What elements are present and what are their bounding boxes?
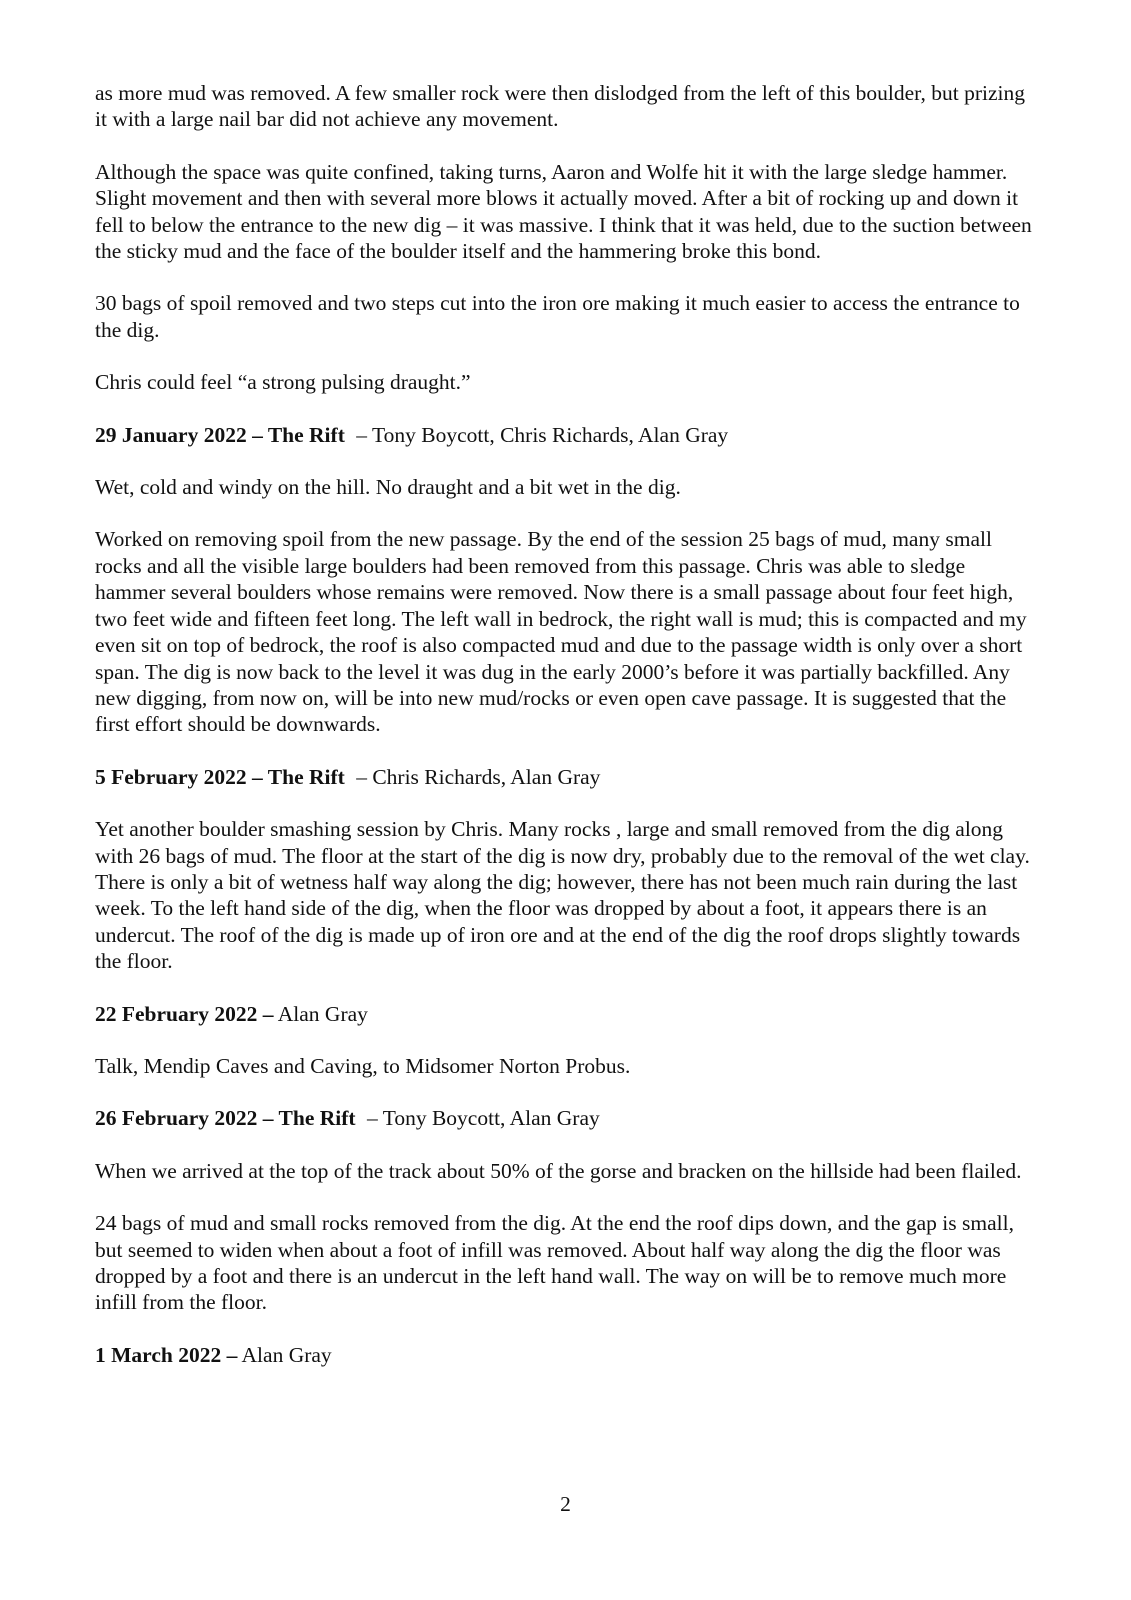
entry-participants: Tony Boycott, Chris Richards, Alan Gray (371, 422, 729, 447)
body-paragraph: Although the space was quite confined, taking turns, Aaron and Wolfe hit it with the large sledge hammer. Slight movement and then with several more blows it actually moved. After a bit of rocking up and down it fell to below the entrance to the new dig – it was massive. I think that it was held, due to the suction between the sticky mud and the face of the boulder itself and the hammering broke this bond. (95, 159, 1032, 264)
entry-date-title: 5 February 2022 – The Rift (95, 764, 345, 789)
entry-participants: Chris Richards, Alan Gray (372, 764, 601, 789)
document-body (95, 80, 1035, 1394)
entry-separator: – (356, 422, 367, 447)
page-number: 2 (560, 1492, 571, 1516)
body-paragraph: 24 bags of mud and small rocks removed from the dig. At the end the roof dips down, and the gap is small, but seemed to widen when about a foot of infill was removed. About half way along the dig the floor was dropped by a foot and there is an undercut in the left hand wall. The way on will be to remove much more infill from the floor. (95, 1211, 1014, 1315)
entry-participants: Alan Gray (277, 1001, 368, 1026)
entry-participants: Tony Boycott, Alan Gray (382, 1106, 600, 1131)
entry-heading (95, 764, 1035, 790)
body-paragraph: 30 bags of spoil removed and two steps cut into the iron ore making it much easier to access the entrance to the dig. (95, 291, 1020, 342)
entry-heading (95, 1342, 1035, 1368)
entry-heading (95, 422, 1035, 448)
entry-separator: – (356, 764, 367, 789)
body-paragraph: Yet another boulder smashing session by Chris. Many rocks , large and small removed from the dig along with 26 bags of mud. The floor at the start of the dig is now dry, probably due to the removal of the wet clay. There is only a bit of wetness half way along the dig; however, there has not been much rain during the last week. To the left hand side of the dig, when the floor was dropped by about a foot, it appears there is an undercut. The roof of the dig is made up of iron ore and at the end of the dig the roof drops slightly towards the floor. (95, 817, 1030, 974)
body-paragraph: Talk, Mendip Caves and Caving, to Midsomer Norton Probus. (95, 1053, 631, 1078)
entry-participants: Alan Gray (241, 1342, 332, 1367)
body-paragraph: Chris could feel “a strong pulsing draught.” (95, 370, 471, 395)
body-paragraph: Wet, cold and windy on the hill. No draught and a bit wet in the dig. (95, 475, 681, 500)
body-paragraph: When we arrived at the top of the track about 50% of the gorse and bracken on the hillside had been flailed. (95, 1158, 1022, 1183)
entry-heading (95, 1001, 1035, 1027)
entry-date-title: 29 January 2022 – The Rift (95, 422, 345, 447)
entry-date-title: 22 February 2022 – (95, 1001, 274, 1026)
body-paragraph: Worked on removing spoil from the new passage. By the end of the session 25 bags of mud, many small rocks and all the visible large boulders had been removed from this passage. Chris was able to sledge hammer several boulders whose remains were removed. Now there is a small passage about four feet high, two feet wide and fifteen feet long. The left wall in bedrock, the right wall is mud; this is compacted and my even sit on top of bedrock, the roof is also compacted mud and due to the passage width is only over a short span. The dig is now back to the level it was dug in the early 2000’s before it was partially backfilled. Any new digging, from now on, will be into new mud/rocks or even open cave passage. It is suggested that the first effort should be downwards. (95, 527, 1027, 737)
body-paragraph: as more mud was removed. A few smaller rock were then dislodged from the left of this boulder, but prizing it with a large nail bar did not achieve any movement. (95, 81, 1025, 132)
entry-heading (95, 1105, 1035, 1131)
entry-date-title: 26 February 2022 – The Rift (95, 1106, 356, 1131)
entry-date-title: 1 March 2022 – (95, 1342, 238, 1367)
entry-separator: – (366, 1106, 378, 1131)
